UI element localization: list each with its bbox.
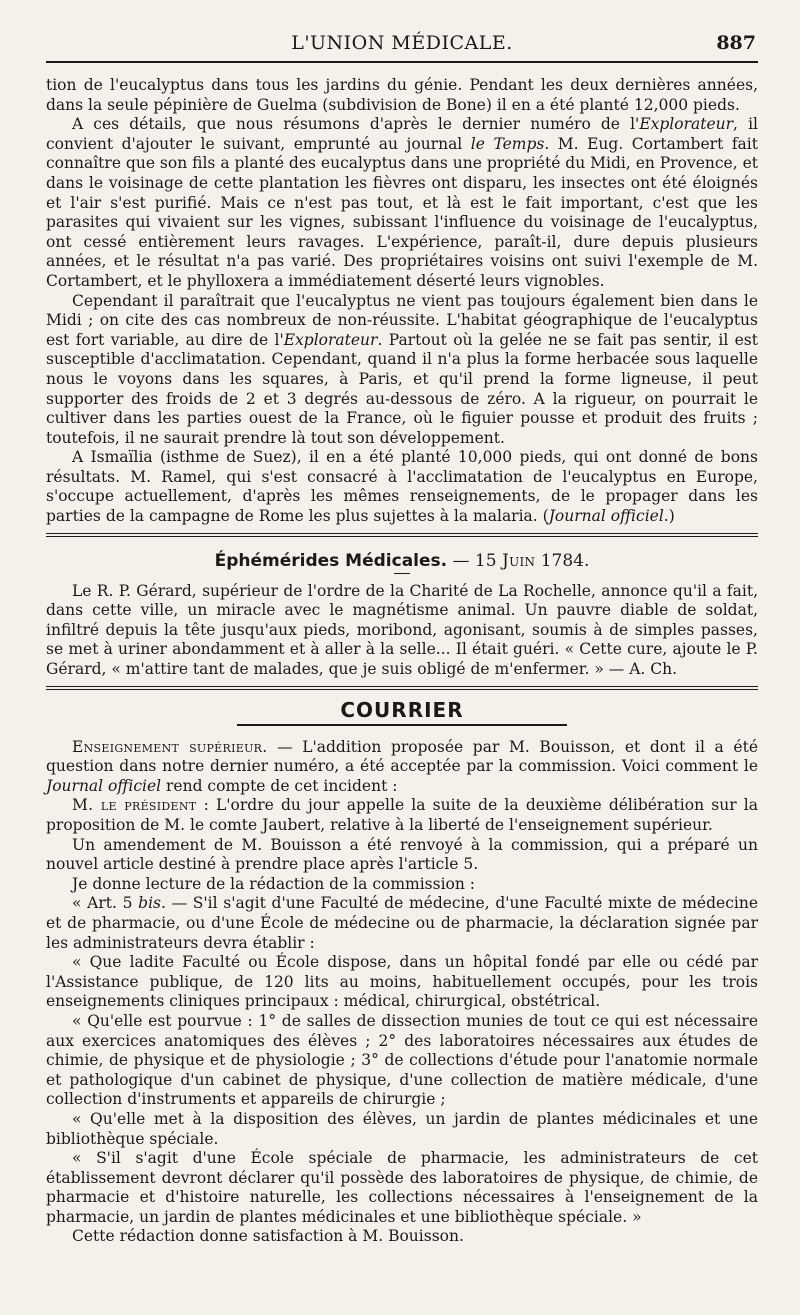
- paragraph: tion de l'eucalyptus dans tous les jardins du génie. Pendant les deux dernières années, dans la seule pépinière de Guelma (subdivision de Bone) il en a été planté 12,000 pieds.: [46, 76, 758, 114]
- page-number: 887: [716, 32, 756, 54]
- journal-title: L'UNION MÉDICALE.: [291, 32, 513, 54]
- eucalyptus-article: [46, 60, 758, 527]
- paragraph: Je donne lecture de la rédaction de la commission :: [72, 874, 476, 893]
- section-divider: [46, 533, 758, 537]
- paragraph: Enseignement supérieur. — L'addition proposée par M. Bouisson, et dont il a été question dans notre dernier numéro, a été acceptée par la commission. Voici comment le Journal officiel rend compte de cet incident :: [46, 737, 758, 795]
- paragraph: « S'il s'agit d'une École spéciale de pharmacie, les administrateurs de cet établissement devront déclarer qu'il possède des laboratoires de physique, de chimie, de pharmacie et d'histoire naturelle, les collections nécessaires à l'enseignement de la pharmacie, un jardin de plantes médicinales et une bibliothèque spéciale. »: [46, 1149, 758, 1226]
- heading-dash: [394, 573, 410, 574]
- paragraph: « Qu'elle met à la disposition des élèves, un jardin de plantes médicinales et une bibliothèque spéciale.: [46, 1109, 758, 1148]
- paragraph: « Que ladite Faculté ou École dispose, dans un hôpital fondé par elle ou cédé par l'Assistance publique, de 120 lits au moins, habituellement occupés, pour les trois enseignements cliniques principaux : médical, chirurgical, obstétrical.: [46, 953, 758, 1011]
- courrier-heading: COURRIER: [340, 697, 464, 722]
- paragraph: A ces détails, que nous résumons d'après le dernier numéro de l'Explorateur, il convient d'ajouter le suivant, emprunté au journal le Temps. M. Eug. Cortambert fait connaître que son fils a planté des eucalyptus dans une propriété du Midi, en Provence, et dans le voisinage de cette plantation les fièvres ont disparu, les insectes ont été éloignés et l'air s'est purifié. Mais ce n'est pas tout, et là est le fait important, c'est que les parasites qui vivaient sur les vignes, subissant l'influence du voisinage de l'eucalyptus, ont cessé entièrement leurs ravages. L'expérience, paraît-il, dure depuis plusieurs années, et le résultat n'a pas varié. Des propriétaires voisins ont suivi l'exemple de M. Cortambert, et le phylloxera a immédiatement déserté leurs vignobles.: [46, 115, 758, 290]
- paragraph: Un amendement de M. Bouisson a été renvoyé à la commission, qui a préparé un nouvel article destiné à prendre place après l'article 5.: [46, 835, 758, 874]
- courrier-article: [46, 738, 758, 1247]
- paragraph: M. le président : L'ordre du jour appelle la suite de la deuxième délibération sur la proposition de M. le comte Jaubert, relative à la liberté de l'enseignement supérieur.: [46, 796, 758, 834]
- ephemerides-heading: Éphémérides Médicales. — 15 Juin 1784.: [214, 550, 590, 571]
- heading-rule: [237, 724, 567, 726]
- paragraph: « Qu'elle est pourvue : 1° de salles de dissection munies de tout ce qui est nécessaire aux exercices anatomiques des élèves ; 2° des laboratoires nécessaires aux études de chimie, de physique et de physiologie ; 3° de collections d'étude pour l'anatomie normale et pathologique d'un cabinet de physique, d'une collection de matière médicale, d'une collection d'instruments et appareils de chirurgie ;: [46, 1011, 758, 1109]
- section-divider: [46, 686, 758, 690]
- paragraph: Cette rédaction donne satisfaction à M. Bouisson.: [72, 1227, 464, 1246]
- paragraph: Cependant il paraîtrait que l'eucalyptus ne vient pas toujours également bien dans le Midi ; on cite des cas nombreux de non-réussite. L'habitat géographique de l'eucalyptus est fort variable, au dire de l'Explorateur. Partout où la gelée ne se fait pas sentir, il est susceptible d'acclimatation. Cependant, quand il n'a plus la forme herbacée sous laquelle nous le voyons dans les squares, à Paris, et qu'il prend la forme ligneuse, il peut supporter des froids de 2 et 3 degrés au-dessous de zéro. A la rigueur, on pourrait le cultiver dans les parties ouest de la France, où le figuier pousse et produit des fruits ; toutefois, il ne saurait prendre là tout son développement.: [46, 291, 758, 447]
- ephemerides-article: [46, 582, 758, 680]
- header-rule: [46, 61, 758, 63]
- paragraph: A Ismaïlia (isthme de Suez), il en a été planté 10,000 pieds, qui ont donné de bons résultats. M. Ramel, qui s'est consacré à l'acclimatation de l'eucalyptus en Europe, s'occupe actuellement, d'après les mêmes renseignements, de le propager dans les parties de la campagne de Rome les plus sujettes à la malaria. (Journal officiel.): [46, 448, 758, 526]
- paragraph: « Art. 5 bis. — S'il s'agit d'une Faculté de médecine, d'une Faculté mixte de médecine et de pharmacie, ou d'une École de médecine ou de pharmacie, la déclaration signée par les administrateurs devra établir :: [46, 894, 758, 952]
- running-head: [46, 0, 758, 60]
- paragraph: Le R. P. Gérard, supérieur de l'ordre de la Charité de La Rochelle, annonce qu'il a fait, dans cette ville, un miracle avec le magnétisme animal. Un pauvre diable de soldat, infiltré depuis la tête jusqu'aux pieds, moribond, agonisant, soumis à de simples passes, se met à uriner abondamment et à aller à la selle... Il était guéri. « Cette cure, ajoute le P. Gérard, « m'attire tant de malades, que je suis obligé de m'enfermer. » — A. Ch.: [46, 581, 758, 679]
